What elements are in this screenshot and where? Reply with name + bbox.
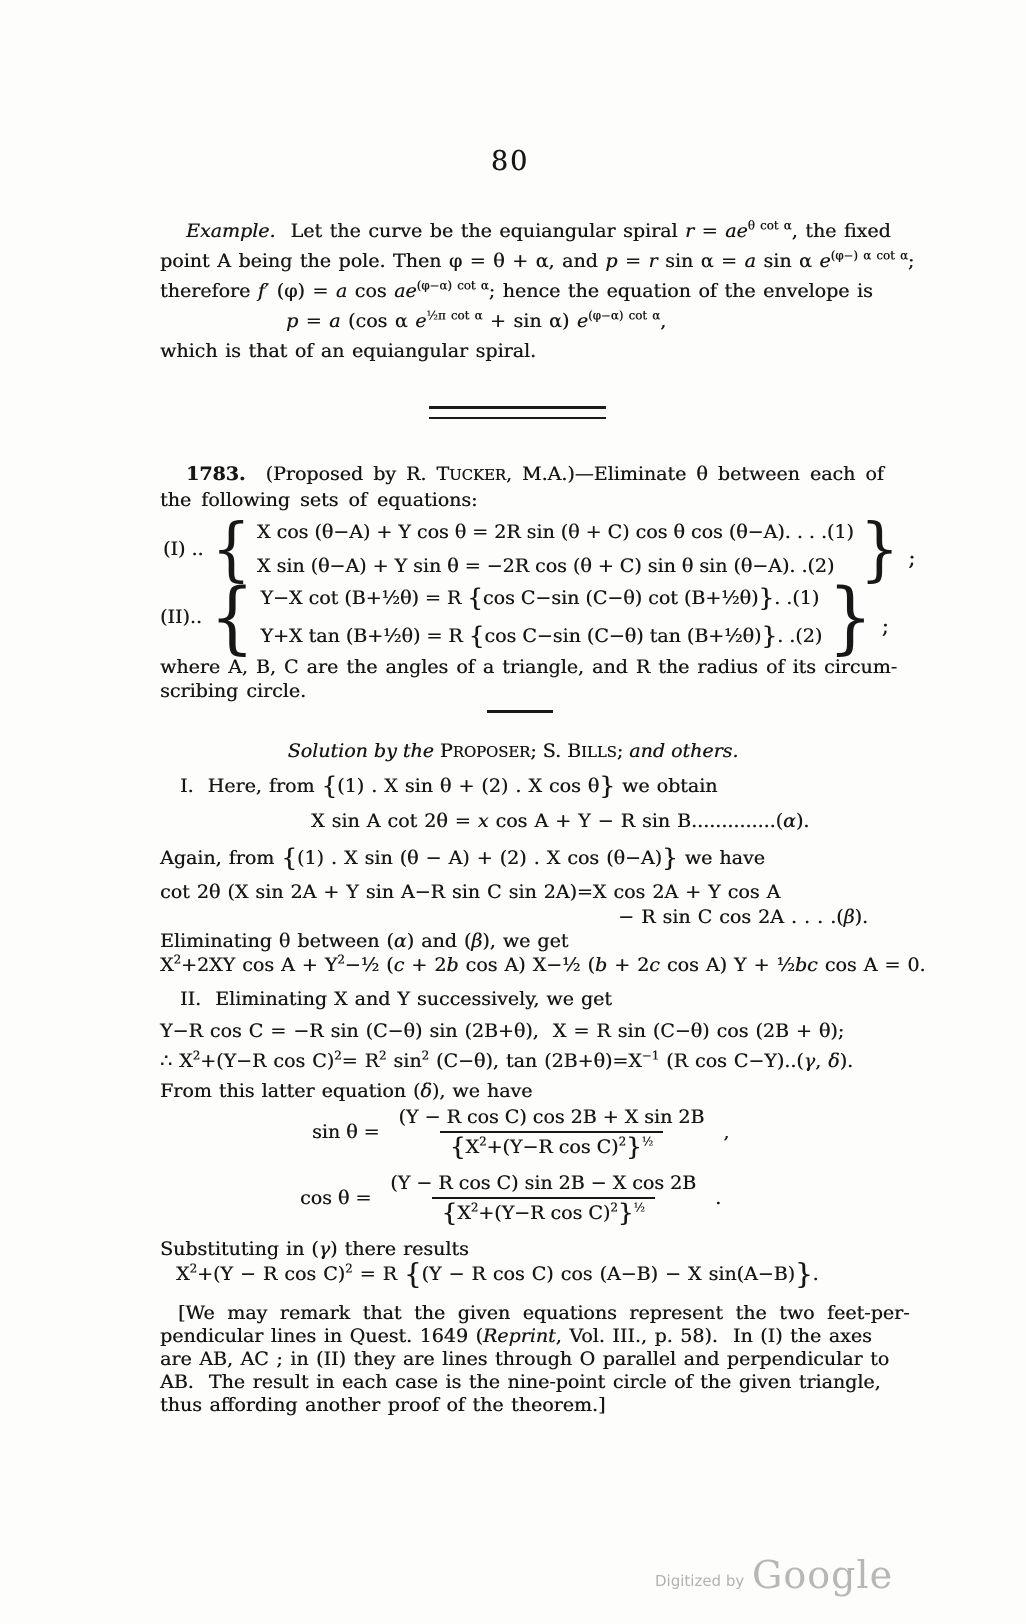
remark-line: AB. The result in each case is the nine-point circle of the given triangle,: [160, 1371, 881, 1393]
sin-theta-fraction-equation: [312, 1106, 730, 1161]
system-1-equations: [257, 519, 854, 579]
editorial-remark-paragraph: [160, 1302, 910, 1417]
problem-heading: [160, 462, 884, 512]
solution-byline: Solution by the PROPOSER; S. BILLS; and others.: [287, 740, 739, 762]
sin-theta-denominator: {$X^2+(Y-R$ cos C)$^2$}$^{\frac{1}{2}}$: [440, 1131, 663, 1158]
cos-theta-fraction-equation: [300, 1172, 722, 1227]
equation-eliminated-result: $X^2+2XY$ $\cos A + Y^2-\frac{1}{2}$ (c + 2b cos A) X−½ (b + 2c cos A) Y + ½bc cos A = 0.: [160, 952, 926, 976]
equation-system-2: [160, 570, 889, 663]
system-2-punctuation: ;: [881, 614, 889, 638]
example-displayed-equation: p = a (cos α $e^{\frac{1}{2}\pi cot \alpha} + \sin \alpha$) $e^{(\varphi-\alpha) cot \alpha}$,: [286, 308, 667, 332]
system-1-equation-1: X cos (θ−A) + Y cos θ = 2R sin (θ + C) cos θ cos (θ−A). . . .(1): [256, 521, 854, 543]
cos-theta-fraction: [380, 1172, 706, 1227]
solution-substituting-line: Substituting in (γ) there results: [160, 1238, 469, 1260]
cos-theta-lhs: cos θ =: [300, 1187, 372, 1209]
example-line: point A being the pole. Then φ = θ + α, and p = r sin α = a sin α $e^{(\varphi-) \alpha cot \alpha}$;: [160, 248, 915, 272]
system-2-equation-2: Y+X tan (B+½θ) = R {cos C−sin (C−θ) tan (B+½θ)}. .(2): [260, 620, 823, 650]
problem-where-clause: [160, 655, 898, 703]
cos-theta-numerator: (Y − R cos C) sin 2B − X cos 2B: [390, 1172, 697, 1194]
sin-theta-lhs: sin θ =: [312, 1121, 380, 1143]
sin-theta-fraction: [389, 1106, 715, 1161]
where-line: scribing circle.: [160, 680, 307, 702]
system-2-label: (II)..: [160, 606, 202, 628]
equation-gamma-delta: ∴ $X^2+(Y-R$ $\cos C)^2= R^2$ $\sin^2 (C-\theta)$, $\tan (2B+\theta)=X^{-1}$ (R cos C−Y)..(γ, δ).: [160, 1048, 854, 1072]
solution-part1-intro: I. Here, from {(1) . X sin θ + (2) . X cos θ} we obtain: [180, 770, 718, 800]
problem-heading-line: 1783. (Proposed by R. TUCKER, M.A.)—Eliminate θ between each of: [186, 463, 884, 485]
solution-part2-intro: II. Eliminating X and Y successively, we get: [180, 988, 612, 1010]
example-closing-line: which is that of an equiangular spiral.: [160, 340, 537, 362]
where-line: where A, B, C are the angles of a triangle, and R the radius of its circum-: [160, 656, 898, 678]
equation-beta-line-2: − R sin C cos 2A . . . .(β).: [618, 906, 868, 928]
digitized-by-watermark: Digitized by: [655, 1572, 745, 1590]
sin-theta-numerator: (Y − R cos C) cos 2B + X sin 2B: [398, 1106, 705, 1128]
system-1-punctuation: ;: [908, 546, 916, 570]
system-1-label: (I) ..: [163, 538, 204, 560]
remark-line: [We may remark that the given equations represent the two feet-per-: [178, 1302, 910, 1324]
remark-line: are AB, AC ; in (II) they are lines through O parallel and perpendicular to: [160, 1348, 890, 1370]
solution-eliminating-line: Eliminating θ between (α) and (β), we get: [160, 930, 569, 952]
equation-xy: Y−R cos C = −R sin (C−θ) sin (2B+θ), X = R sin (C−θ) cos (2B + θ);: [160, 1020, 845, 1042]
example-paragraph: [160, 216, 915, 366]
equation-alpha: X sin A cot 2θ = x cos A + Y − R sin B..............(α).: [311, 810, 810, 832]
google-logo-watermark: Google: [752, 1553, 894, 1597]
system-2-equations: [260, 584, 822, 650]
cos-theta-denominator: {$X^2+(Y-R$ cos C)$^2$}$^{\frac{1}{2}}$: [432, 1197, 655, 1224]
remark-line: thus affording another proof of the theorem.]: [160, 1394, 606, 1416]
cos-theta-tail: .: [715, 1187, 722, 1209]
equation-system-1: [163, 507, 916, 590]
system-1-close-brace: }: [859, 507, 900, 590]
system-2-open-brace: {: [209, 570, 255, 663]
solution-again-line: Again, from {(1) . X sin (θ − A) + (2) . X cos (θ−A)} we have: [160, 842, 765, 872]
example-line: therefore f′ (φ) = a $\cos ae^{(\varphi-\alpha) cot \alpha}$; hence the equation of the envelope is: [160, 278, 873, 302]
sin-theta-tail: ,: [723, 1121, 730, 1143]
solution-latter-equation-line: From this latter equation (δ), we have: [160, 1080, 533, 1102]
example-line: Example. Let the curve be the equiangular spiral $r = ae^{\theta cot \alpha}$, the fixed: [186, 218, 891, 242]
section-divider-short-rule: [487, 710, 553, 713]
section-divider-double-rule: [429, 406, 606, 419]
system-2-equation-1: Y−X cot (B+½θ) = R {cos C−sin (C−θ) cot (B+½θ)}. .(1): [260, 582, 820, 612]
page-number: 80: [490, 146, 530, 177]
equation-beta-line-1: cot 2θ (X sin 2A + Y sin A−R sin C sin 2A)=X cos 2A + Y cos A: [160, 881, 781, 903]
system-1-open-brace: {: [211, 507, 251, 590]
problem-heading-line: the following sets of equations:: [160, 489, 478, 511]
system-1-equation-2: X sin (θ−A) + Y sin θ = −2R cos (θ + C) sin θ sin (θ−A). .(2): [256, 555, 835, 577]
remark-line: pendicular lines in Quest. 1649 (Reprint, Vol. III., p. 58). In (I) the axes: [160, 1325, 872, 1347]
equation-final-result: $X^2+(Y - R$ cos C)$^2$ = R {(Y − R cos C) cos (A−B) − X sin(A−B)}.: [176, 1258, 819, 1291]
system-2-close-brace: }: [828, 570, 873, 663]
